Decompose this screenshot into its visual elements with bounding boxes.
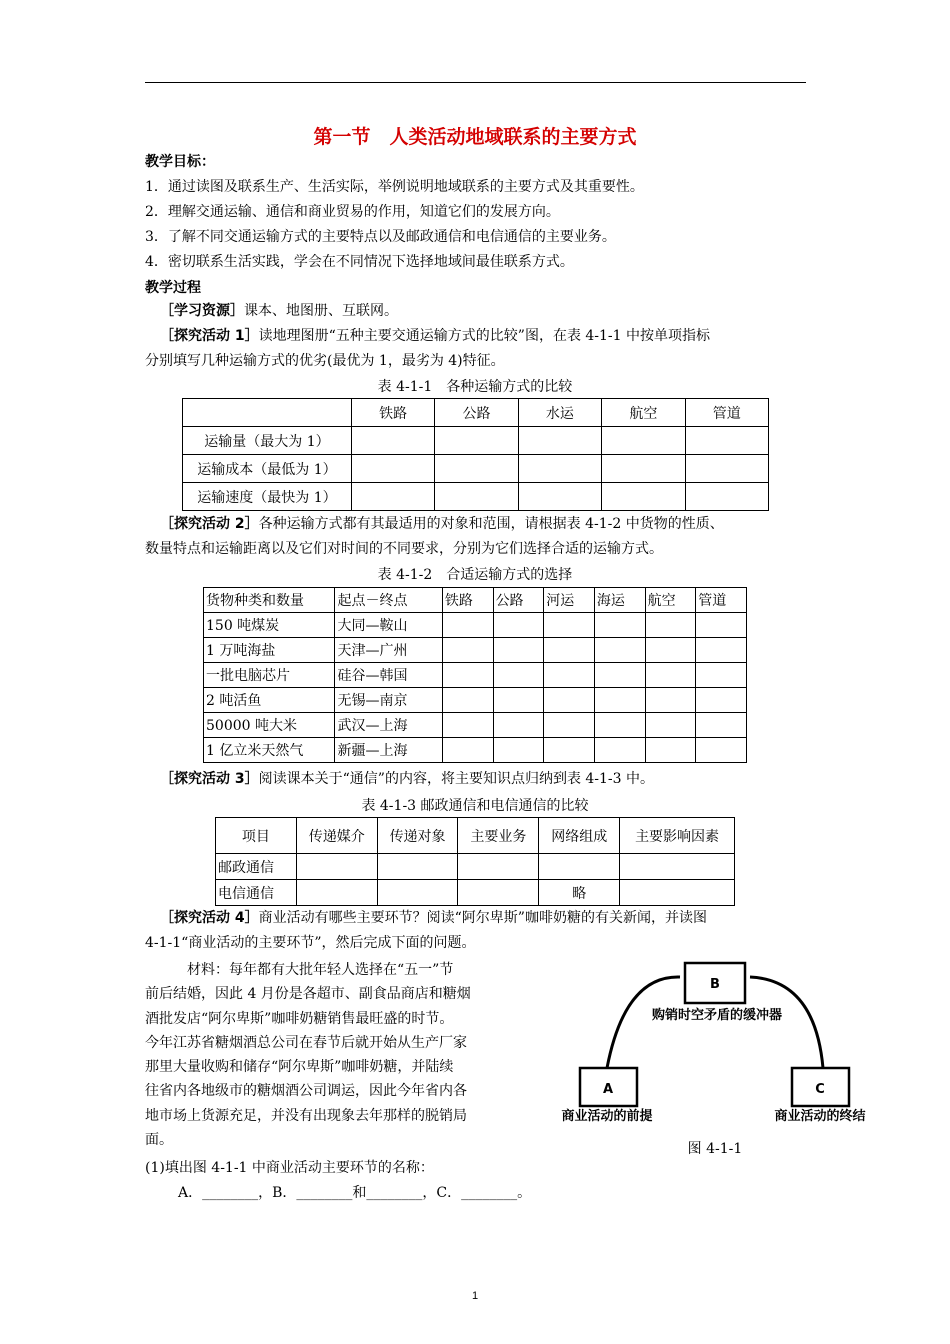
table-row — [216, 880, 735, 906]
table2-cell — [645, 688, 696, 713]
activity2-text1: 各种运输方式都有其最适用的对象和范围，请根据表 4-1-2 中货物的性质、 — [258, 516, 724, 532]
material-line: 那里大量收购和储存“阿尔卑斯”咖啡奶糖，并陆续 — [145, 1059, 454, 1076]
commerce-diagram — [555, 955, 885, 1165]
material-line: 面。 — [145, 1132, 173, 1149]
table1-cell — [435, 455, 518, 483]
material-text — [145, 958, 545, 1152]
box-b-letter: B — [710, 977, 720, 992]
table2-cell — [594, 738, 645, 763]
table2-cell — [645, 663, 696, 688]
activity2-label: ［探究活动 2］ — [160, 516, 259, 532]
table1-cell — [685, 455, 768, 483]
process-heading: 教学过程 — [145, 280, 201, 296]
table2-header-row — [204, 588, 747, 613]
table3-cell — [458, 880, 539, 906]
table3-header-cell: 网络组成 — [539, 818, 620, 854]
objective-1: 1．通过读图及联系生产、生活实际，举例说明地域联系的主要方式及其重要性。 — [145, 179, 644, 195]
table2-cell — [645, 738, 696, 763]
table3-cell — [458, 854, 539, 880]
table3-row-label: 邮政通信 — [216, 854, 297, 880]
table3-header-cell: 传递对象 — [377, 818, 458, 854]
box-c-letter: C — [815, 1082, 825, 1097]
objective-4: 4．密切联系生活实践，学会在不同情况下选择地域间最佳联系方式。 — [145, 254, 574, 270]
table2-cell — [442, 713, 493, 738]
material-line: 材料：每年都有大批年轻人选择在“五一”节 — [145, 962, 454, 978]
table2-cell — [544, 663, 595, 688]
table-row — [204, 688, 747, 713]
table2-route: 无锡—南京 — [335, 688, 442, 713]
table-row — [204, 713, 747, 738]
table1-header-cell: 公路 — [435, 399, 518, 427]
table2-cell — [493, 638, 544, 663]
table2-route: 天津—广州 — [335, 638, 442, 663]
activity3-text: 阅读课本关于“通信”的内容，将主要知识点归纳到表 4-1-3 中。 — [258, 771, 655, 787]
table-row — [183, 483, 769, 511]
table1-cell — [685, 427, 768, 455]
table1-cell — [518, 455, 601, 483]
header-rule — [145, 82, 806, 83]
table2-cell — [696, 613, 747, 638]
table2-header-cell: 河运 — [544, 588, 595, 613]
table2-cell — [442, 688, 493, 713]
activity1-line1 — [160, 326, 710, 346]
table3-header-cell: 项目 — [216, 818, 297, 854]
table2-cargo: 2 吨活鱼 — [204, 688, 335, 713]
table2-cell — [696, 688, 747, 713]
resources-text: 课本、地图册、互联网。 — [244, 303, 398, 319]
table2-header-cell: 起点－终点 — [335, 588, 442, 613]
table1 — [182, 398, 769, 511]
table2-cell — [544, 638, 595, 663]
table2-cell — [442, 638, 493, 663]
table3-row-label: 电信通信 — [216, 880, 297, 906]
table2-cell — [594, 663, 645, 688]
table2-cell — [696, 738, 747, 763]
activity1-label: ［探究活动 1］ — [160, 328, 259, 344]
table2-cell — [493, 688, 544, 713]
table2-caption: 表 4-1-2 合适运输方式的选择 — [377, 567, 573, 583]
figure-caption: 图 4-1-1 — [687, 1141, 743, 1157]
activity4-text1: 商业活动有哪些主要环节？阅读“阿尔卑斯”咖啡奶糖的有关新闻，并读图 — [258, 910, 707, 926]
box-a-letter: A — [602, 1082, 614, 1097]
table-row — [204, 613, 747, 638]
table2-cell — [645, 713, 696, 738]
table3 — [215, 817, 735, 906]
activity3-label: ［探究活动 3］ — [160, 771, 259, 787]
resources-line — [160, 301, 398, 321]
table2-cell — [696, 663, 747, 688]
table3-cell — [377, 854, 458, 880]
table2-route: 武汉—上海 — [335, 713, 442, 738]
table1-cell — [351, 427, 434, 455]
objective-2: 2．理解交通运输、通信和商业贸易的作用，知道它们的发展方向。 — [145, 204, 560, 220]
table1-cell — [602, 427, 685, 455]
table2-cell — [442, 663, 493, 688]
material-line: 往省内各地级市的糖烟酒公司调运，因此今年省内各 — [145, 1083, 467, 1100]
table1-cell — [518, 483, 601, 511]
material-line: 今年江苏省糖烟酒总公司在春节后就开始从生产厂家 — [145, 1034, 467, 1051]
table3-cell — [296, 854, 377, 880]
table2-cargo: 1 亿立米天然气 — [204, 738, 335, 763]
table2-cell — [645, 613, 696, 638]
page-number: 1 — [471, 1290, 479, 1302]
table2-route: 大同—鞍山 — [335, 613, 442, 638]
table2-cell — [544, 688, 595, 713]
table2-cell — [442, 613, 493, 638]
table-row — [183, 427, 769, 455]
table3-cell — [620, 880, 735, 906]
box-c-label: 商业活动的终结 — [774, 1109, 866, 1124]
table2-cargo: 150 吨煤炭 — [204, 613, 335, 638]
table3-header-cell: 主要业务 — [458, 818, 539, 854]
box-b-label: 购销时空矛盾的缓冲器 — [651, 1008, 783, 1023]
table2-cell — [696, 713, 747, 738]
table3-header-cell: 传递媒介 — [296, 818, 377, 854]
table2-cell — [594, 688, 645, 713]
table2-cargo: 50000 吨大米 — [204, 713, 335, 738]
table2-header-cell: 公路 — [493, 588, 544, 613]
table1-cell — [435, 483, 518, 511]
table2-header-cell: 管道 — [696, 588, 747, 613]
table3-cell — [539, 854, 620, 880]
resources-label: ［学习资源］ — [160, 303, 244, 319]
activity2-line2: 数量特点和运输距离以及它们对时间的不同要求，分别为它们选择合适的运输方式。 — [145, 541, 663, 557]
material-line: 前后结婚，因此 4 月份是各超市、副食品商店和糖烟 — [145, 986, 471, 1003]
objective-3: 3．了解不同交通运输方式的主要特点以及邮政通信和电信通信的主要业务。 — [145, 229, 616, 245]
table2-header-cell: 货物种类和数量 — [204, 588, 335, 613]
table2-header-cell: 海运 — [594, 588, 645, 613]
table2-cargo: 1 万吨海盐 — [204, 638, 335, 663]
activity4-line1 — [160, 908, 707, 928]
table2-cell — [493, 663, 544, 688]
table1-header-cell: 航空 — [602, 399, 685, 427]
answer-blanks: A．________，B．________和________，C．________。 — [178, 1185, 532, 1201]
activity1-text1: 读地理图册“五种主要交通运输方式的比较”图，在表 4-1-1 中按单项指标 — [258, 328, 711, 344]
table2-header-cell: 航空 — [645, 588, 696, 613]
table3-header-row — [216, 818, 735, 854]
table1-header-row — [183, 399, 769, 427]
table1-cell — [602, 483, 685, 511]
table2-cell — [442, 738, 493, 763]
activity3-line — [160, 769, 654, 789]
table3-cell — [620, 854, 735, 880]
table1-row-label: 运输成本（最低为 1） — [183, 455, 352, 483]
table1-cell — [435, 427, 518, 455]
table1-caption: 表 4-1-1 各种运输方式的比较 — [377, 379, 573, 395]
table1-cell — [518, 427, 601, 455]
table2-cell — [493, 613, 544, 638]
objectives-heading: 教学目标： — [145, 154, 215, 170]
table-row — [204, 663, 747, 688]
table3-cell — [377, 880, 458, 906]
table2-cell — [493, 713, 544, 738]
table2-route: 硅谷—韩国 — [335, 663, 442, 688]
table1-cell — [602, 455, 685, 483]
table1-header-cell: 铁路 — [351, 399, 434, 427]
activity4-line2: 4-1-1“商业活动的主要环节”，然后完成下面的问题。 — [145, 935, 476, 951]
table1-cell — [685, 483, 768, 511]
table-row — [204, 738, 747, 763]
table2-cell — [544, 738, 595, 763]
table2-cargo: 一批电脑芯片 — [204, 663, 335, 688]
table3-caption: 表 4-1-3 邮政通信和电信通信的比较 — [361, 798, 589, 814]
table-row — [183, 455, 769, 483]
table2-cell — [544, 713, 595, 738]
material-line: 地市场上货源充足，并没有出现象去年那样的脱销局 — [145, 1107, 467, 1124]
table1-row-label: 运输量（最大为 1） — [183, 427, 352, 455]
table-row — [216, 854, 735, 880]
table3-cell: 略 — [539, 880, 620, 906]
table2-cell — [594, 713, 645, 738]
table2-cell — [696, 638, 747, 663]
table1-cell — [351, 483, 434, 511]
table2-cell — [493, 738, 544, 763]
table2-cell — [594, 613, 645, 638]
table2-cell — [645, 638, 696, 663]
table1-header-cell — [183, 399, 352, 427]
table1-header-cell: 管道 — [685, 399, 768, 427]
table-row — [204, 638, 747, 663]
activity1-line2: 分别填写几种运输方式的优劣(最优为 1，最劣为 4)特征。 — [145, 353, 505, 369]
table2-cell — [544, 613, 595, 638]
table3-cell — [296, 880, 377, 906]
table2 — [203, 587, 747, 763]
question-1: (1)填出图 4-1-1 中商业活动主要环节的名称： — [145, 1160, 434, 1176]
table1-row-label: 运输速度（最快为 1） — [183, 483, 352, 511]
material-line: 酒批发店“阿尔卑斯”咖啡奶糖销售最旺盛的时节。 — [145, 1010, 454, 1027]
table1-header-cell: 水运 — [518, 399, 601, 427]
box-a-label: 商业活动的前提 — [561, 1109, 653, 1124]
table3-header-cell: 主要影响因素 — [620, 818, 735, 854]
table2-route: 新疆—上海 — [335, 738, 442, 763]
table2-header-cell: 铁路 — [442, 588, 493, 613]
table1-cell — [351, 455, 434, 483]
page-title: 第一节 人类活动地域联系的主要方式 — [313, 126, 637, 148]
activity2-line1 — [160, 514, 724, 534]
activity4-label: ［探究活动 4］ — [160, 910, 259, 926]
table2-cell — [594, 638, 645, 663]
